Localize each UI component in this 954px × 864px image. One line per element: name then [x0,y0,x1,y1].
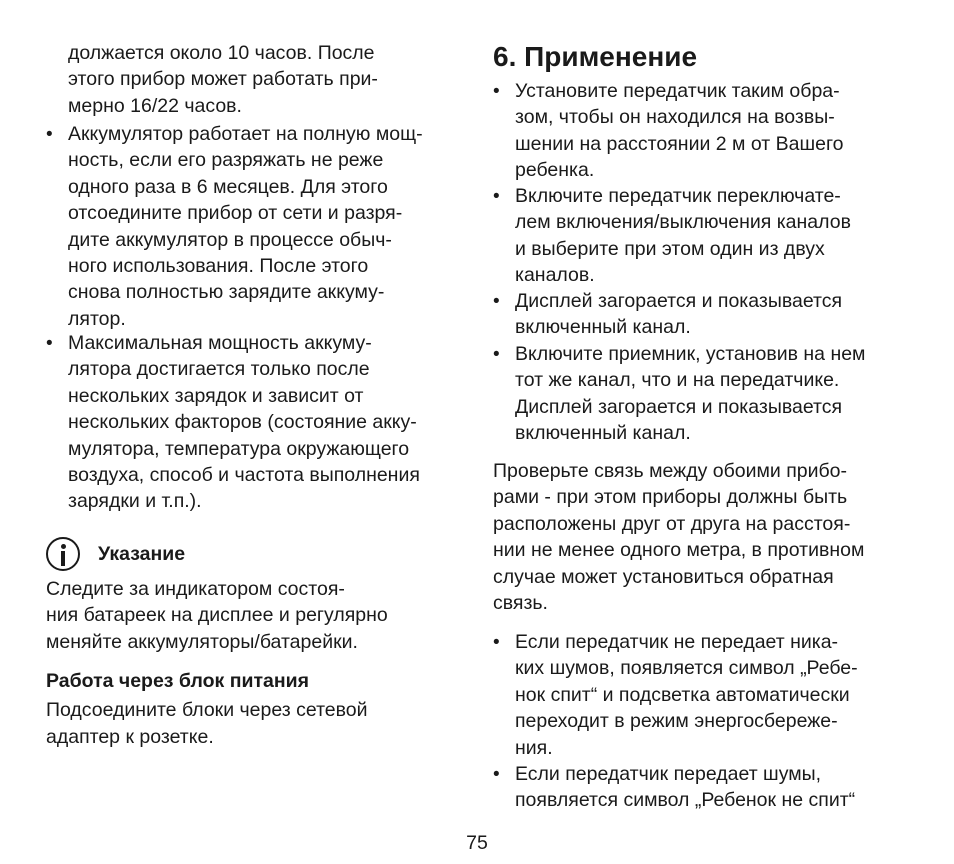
text-line: Максимальная мощность аккуму- [68,332,372,354]
text-line: ких шумов, появляется символ „Ребе- [515,657,858,680]
text-line: этого прибор может работать при- [68,68,378,91]
text-line: Включите передатчик переключате- [515,185,841,207]
text-line: дите аккумулятор в процессе обыч- [68,228,392,251]
text-line: Дисплей загорается и показывается [515,395,843,418]
text-line: Аккумулятор работает на полную мощ- [68,123,423,145]
note-paragraph [46,576,388,655]
text-line: нескольких факторов (состояние акку- [68,411,417,434]
text-line: зом, чтобы он находился на возвы- [515,106,835,129]
text-line: расположены друг от друга на расстоя- [493,512,851,535]
bullet-item [493,78,844,184]
text-line: отсоедините прибор от сети и разря- [68,202,403,225]
text-line: ния батареек на дисплее и регулярно [46,604,388,627]
info-icon [46,537,80,571]
text-line: нескольких зарядок и зависит от [68,384,364,407]
text-line: Проверьте связь между обоими прибо- [493,460,848,482]
text-line: меняйте аккумуляторы/батарейки. [46,630,358,653]
bullet-marker [46,330,68,357]
text-line: Следите за индикатором состоя- [46,578,345,600]
body-paragraph [493,458,864,616]
bullet-marker [493,761,515,788]
bullet-item [46,121,423,332]
text-line: ного использования. После этого [68,255,369,278]
text-line: и выберите при этом один из двух [515,237,825,260]
intro-paragraph [46,40,378,119]
text-line: тот же канал, что и на передатчике. [515,369,840,392]
text-line: Если передатчик передает шумы, [515,763,822,785]
bullet-marker [493,341,515,368]
text-line: снова полностью зарядите аккуму- [68,281,385,304]
note-title: Указание [98,542,186,565]
bullet-marker [493,629,515,656]
text-line: Установите передатчик таким обра- [515,80,840,102]
text-line: рами - при этом приборы должны быть [493,486,848,509]
text-line: Дисплей загорается и показывается [515,290,843,312]
text-line: ребенка. [515,159,595,182]
text-line: адаптер к розетке. [46,725,214,748]
text-line: Если передатчик не передает ника- [515,631,839,653]
bullet-item [493,629,858,761]
text-line: одного раза в 6 месяцев. Для этого [68,175,388,198]
note-header [46,534,185,574]
bullet-item [493,341,865,447]
bullet-item [493,183,851,289]
text-line: появляется символ „Ребенок не спит“ [515,789,856,812]
text-line: лем включения/выключения каналов [515,211,851,234]
text-line: лятора достигается только после [68,358,370,381]
bullet-item [493,288,842,341]
text-line: мулятора, температура окружающего [68,437,410,460]
text-line: Включите приемник, установив на нем [515,343,866,365]
text-line: ность, если его разряжать не реже [68,149,384,172]
bullet-marker [46,121,68,148]
section-heading: 6. Применение [493,41,698,72]
bullet-item [493,761,855,814]
text-line: нок спит“ и подсветка автоматически [515,683,850,706]
section-title: Работа через блок питания [46,670,309,692]
text-line: должается около 10 часов. После [68,42,375,64]
text-line: мерно 16/22 часов. [68,94,242,117]
text-line: лятор. [68,307,126,330]
power-section [46,668,368,750]
text-line: воздуха, способ и частота выполнения [68,464,420,487]
bullet-marker [493,183,515,210]
text-line: каналов. [515,264,595,287]
text-line: связь. [493,592,548,615]
text-line: шении на расстоянии 2 м от Вашего [515,132,844,155]
text-line: переходит в режим энергосбереже- [515,710,838,733]
text-line: зарядки и т.п.). [68,490,202,513]
text-line: включенный канал. [515,422,691,445]
bullet-marker [493,78,515,105]
page-number: 75 [466,832,488,854]
text-line: Подсоедините блоки через сетевой [46,699,368,722]
bullet-marker [493,288,515,315]
text-line: ния. [515,736,553,759]
text-line: нии не менее одного метра, в противном [493,539,865,562]
text-line: включенный канал. [515,316,691,339]
text-line: случае может установиться обратная [493,565,834,588]
bullet-item [46,330,420,515]
